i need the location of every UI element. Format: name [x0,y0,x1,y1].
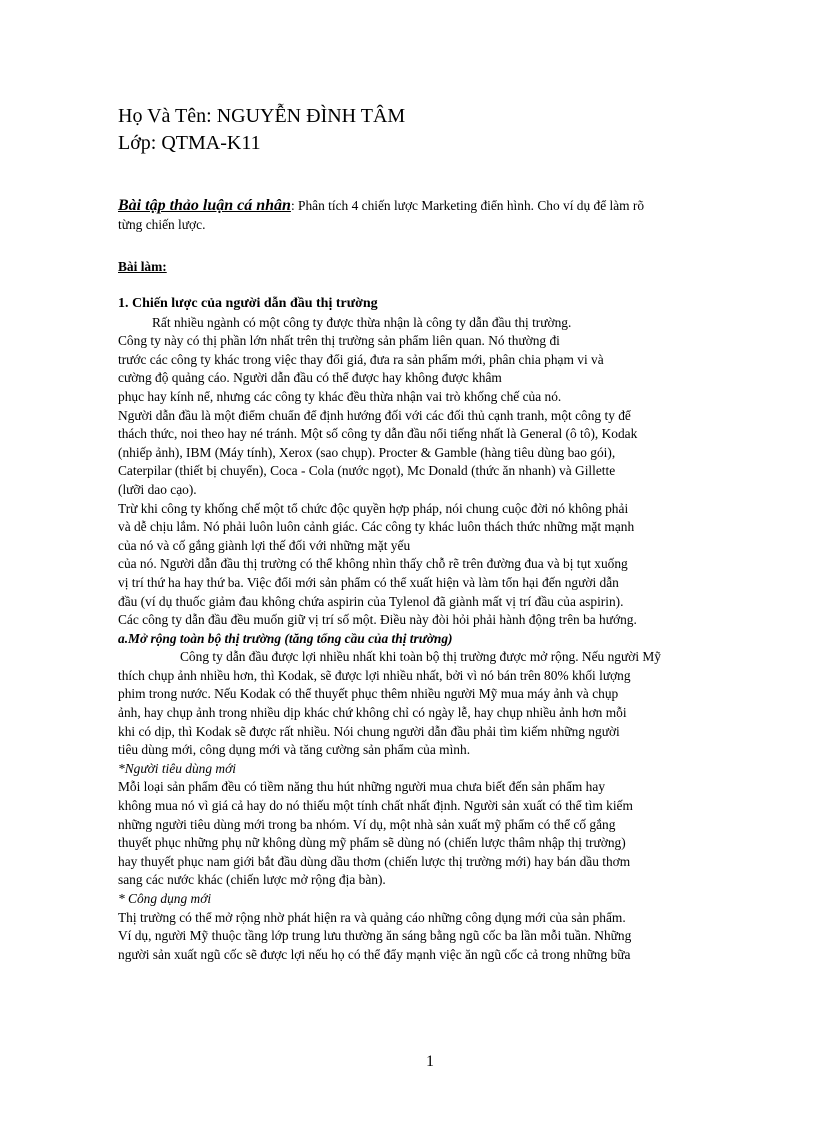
paragraph-line: Người dẫn đầu là một điểm chuẩn để định hướng đối với các đối thủ cạnh tranh, một công ty để [118,407,631,423]
paragraph-line: người sản xuất ngũ cốc sẽ được lợi nếu họ có thể đẩy mạnh việc ăn ngũ cốc cả trong những bữa [118,946,631,962]
paragraph-line: Thị trường có thể mở rộng nhờ phát hiện ra và quảng cáo những công dụng mới của sản phẩm. [118,909,626,925]
paragraph-line: Rất nhiều ngành có một công ty được thừa nhận là công ty dẫn đầu thị trường. [152,314,572,330]
paragraph-line: không mua nó vì giá cả hay do nó thiếu một tính chất nhất định. Người sản xuất có thể tìm kiếm [118,798,633,814]
subheading-new-consumers: *Người tiêu dùng mới [118,760,236,776]
paragraph-line: trước các công ty khác trong việc thay đổi giá, đưa ra sản phẩm mới, phân chia phạm vi và [118,351,604,367]
paragraph-line: Công ty này có thị phần lớn nhất trên thị trường sản phẩm liên quan. Nó thường đi [118,333,560,349]
paragraph-line: cường độ quảng cáo. Người dẫn đầu có thể được hay không được khâm [118,370,502,386]
paragraph-line: vị trí thứ ha hay thứ ba. Việc đổi mới sản phẩm có thể xuất hiện và làm tổn hại đến người dẫn [118,574,619,590]
paragraph-line: những người tiêu dùng mới trong ba nhóm. Ví dụ, một nhà sản xuất mỹ phẩm có thể cố gắng [118,816,616,832]
paragraph-line: Trừ khi công ty khống chế một tổ chức độc quyền hợp pháp, nói chung cuộc đời nó không phải [118,500,629,516]
assignment-text-cont: từng chiến lược. [118,216,206,232]
document-body [118,295,748,964]
paragraph-line: của nó và cố gắng giành lợi thế đối với những mặt yếu [118,537,411,553]
paragraph-line: thuyết phục những phụ nữ không dùng mỹ phẩm sẽ dùng nó (chiến lược thâm nhập thị trường) [118,835,626,851]
paragraph-line: của nó. Người dẫn đầu thị trường có thể không nhìn thấy chỗ rẽ trên đường đua và bị tụt xuống [118,556,628,572]
paragraph-line: Ví dụ, người Mỹ thuộc tầng lớp trung lưu thường ăn sáng bằng ngũ cốc ba lần mỗi tuần. Những [118,928,632,944]
paragraph-line: đầu (ví dụ thuốc giảm đau không chứa aspirin của Tylenol đã giành mất vị trí đầu của aspirin). [118,593,624,609]
paragraph-line: phim trong nước. Nếu Kodak có thể thuyết phục thêm nhiều người Mỹ mua máy ảnh và chụp [118,686,619,702]
subheading-new-uses: * Công dụng mới [118,891,212,906]
assignment-title: Bài tập thảo luận cá nhân [118,197,291,214]
paragraph-line: thách thức, noi theo hay né tránh. Một số công ty dẫn đầu nổi tiếng nhất là General (ô tô), Kodak [118,426,638,442]
paragraph-line: khi có dịp, thì Kodak sẽ được rất nhiều. Nói chung người dẫn đầu phải tìm kiếm những người [118,723,620,739]
subsection-title: a.Mở rộng toàn bộ thị trường (tăng tổng cầu của thị trường) [118,630,453,646]
paragraph-line: Caterpilar (thiết bị chuyển), Coca - Cola (nước ngọt), Mc Donald (thức ăn nhanh) và Gillette [118,463,616,479]
paragraph-line: (lưỡi dao cạo). [118,481,197,497]
paragraph-line: tiêu dùng mới, công dụng mới và tăng cường sản phẩm của mình. [118,742,471,758]
paragraph-line: thích chụp ảnh nhiều hơn, thì Kodak, sẽ được lợi nhiều nhất, bởi vì nó bán trên 80% khối lượng [118,667,631,683]
assignment-text: : Phân tích 4 chiến lược Marketing điển hình. Cho ví dụ để làm rõ [290,198,645,213]
answer-heading: Bài làm: [118,259,167,274]
page-number: 1 [426,1053,434,1070]
paragraph-line: hay thuyết phục nam giới bắt đầu dùng dầu thơm (chiến lược thị trường mới) hay bán dầu thơm [118,853,631,869]
paragraph-line: ảnh, hay chụp ảnh trong nhiều dịp khác chứ không chỉ có ngày lễ, hay chụp nhiều ảnh hơn mỗi [118,705,627,721]
paragraph-line: Mỗi loại sản phẩm đều có tiềm năng thu hút những người mua chưa biết đến sản phẩm hay [118,779,606,795]
paragraph-line: phục hay kính nể, nhưng các công ty khác đều thừa nhận vai trò khống chế của nó. [118,388,562,404]
paragraph-line: Các công ty dẫn đầu đều muốn giữ vị trí số một. Điều này đòi hỏi phải hành động trên ba hướng. [118,612,637,628]
student-name-line: Họ Và Tên: NGUYỄN ĐÌNH TÂM [118,105,406,127]
assignment-block [118,197,748,234]
paragraph-line: và dễ chịu lắm. Nó phải luôn luôn cảnh giác. Các công ty khác luôn thách thức những mặt mạnh [118,519,635,535]
student-class-line: Lớp: QTMA-K11 [118,132,261,154]
paragraph-line: Công ty dẫn đầu được lợi nhiều nhất khi toàn bộ thị trường được mở rộng. Nếu người Mỹ [180,649,661,665]
paragraph-line: (nhiếp ảnh), IBM (Máy tính), Xerox (sao chụp). Procter & Gamble (hàng tiêu dùng bao gói), [118,444,616,460]
section-title: 1. Chiến lược của người dẫn đầu thị trường [118,296,378,311]
paragraph-line: sang các nước khác (chiến lược mở rộng địa bàn). [118,872,386,888]
